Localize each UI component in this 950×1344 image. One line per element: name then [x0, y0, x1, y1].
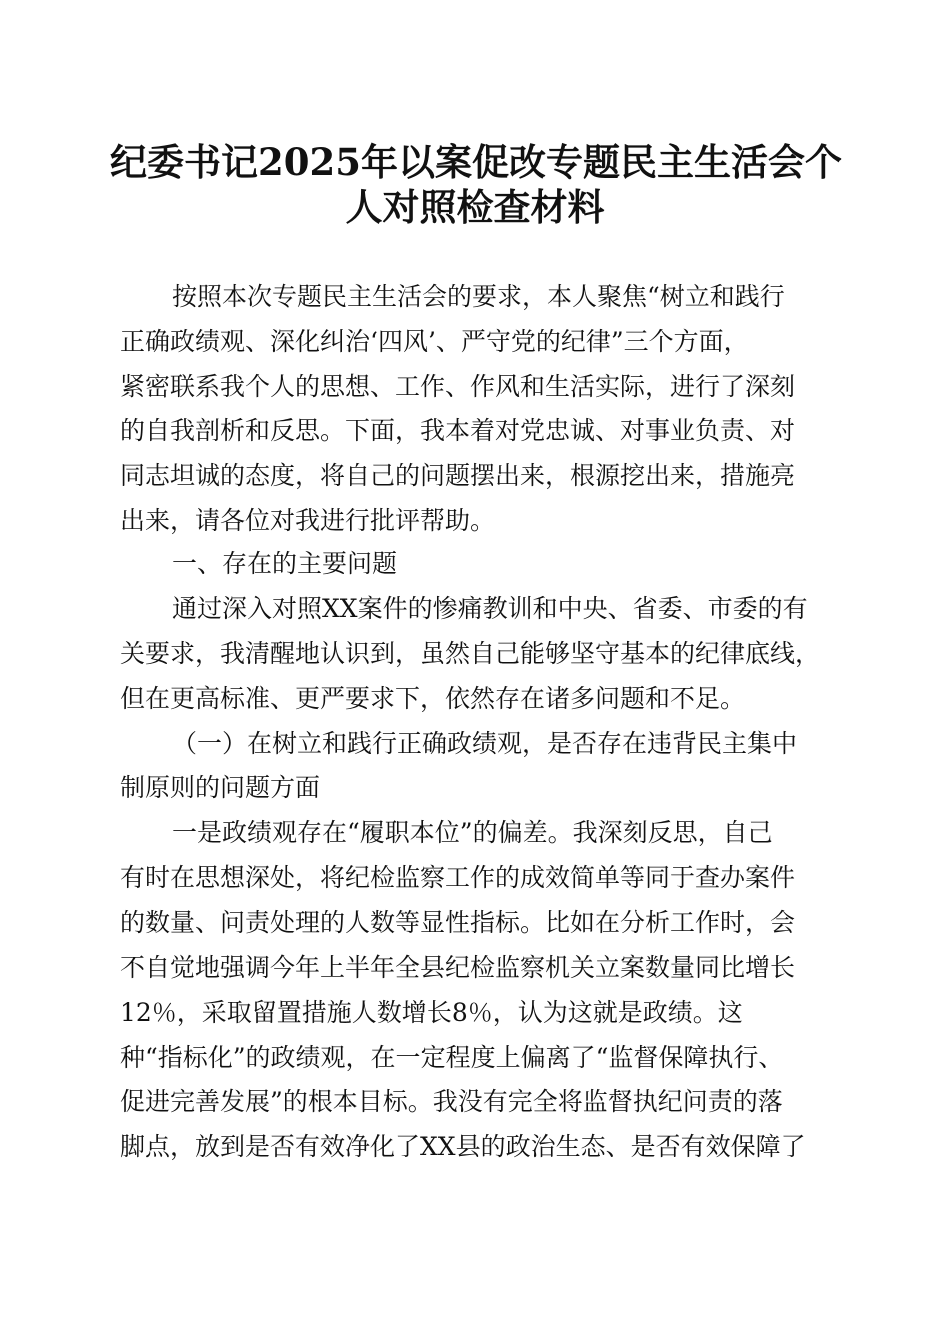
intro-line: 出来，请各位对我进行批评帮助。 — [120, 506, 496, 535]
point1-line: 12％，采取留置措施人数增长8％，认为这就是政绩。这 — [120, 998, 743, 1027]
intro-line: 紧密联系我个人的思想、工作、作风和生活实际，进行了深刻 — [120, 372, 796, 401]
subsection-heading-line: （一）在树立和践行正确政绩观，是否存在违背民主集中 — [172, 729, 798, 758]
intro-line: 的自我剖析和反思。下面，我本着对党忠诚、对事业负责、对 — [120, 416, 796, 445]
intro-line: 按照本次专题民主生活会的要求，本人聚焦“树立和践行 — [172, 282, 785, 311]
intro-line: 同志坦诚的态度，将自己的问题摆出来，根源挖出来，措施亮 — [120, 461, 796, 490]
point1-line: 脚点，放到是否有效净化了XX县的政治生态、是否有效保障了 — [120, 1132, 806, 1161]
point1-line: 促进完善发展”的根本目标。我没有完全将监督执纪问责的落 — [120, 1087, 783, 1116]
point1-line: 一是政绩观存在“履职本位”的偏差。我深刻反思，自己 — [172, 818, 773, 847]
point1-line: 有时在思想深处，将纪检监察工作的成效简单等同于查办案件 — [120, 863, 796, 892]
point1-line: 的数量、问责处理的人数等显性指标。比如在分析工作时，会 — [120, 908, 796, 937]
subsection-heading-line: 制原则的问题方面 — [120, 773, 321, 802]
intro-line: 正确政绩观、深化纠治‘四风’、严守党的纪律”三个方面， — [120, 327, 749, 356]
section1-line: 关要求，我清醒地认识到，虽然自己能够坚守基本的纪律底线， — [120, 639, 821, 668]
point1-line: 种“指标化”的政绩观，在一定程度上偏离了“监督保障执行、 — [120, 1043, 784, 1072]
point1-line: 不自觉地强调今年上半年全县纪检监察机关立案数量同比增长 — [120, 953, 796, 982]
section1-line: 但在更高标准、更严要求下，依然存在诸多问题和不足。 — [120, 684, 746, 713]
document-title-line-1: 纪委书记2025年以案促改专题民主生活会个 — [110, 140, 842, 184]
section-heading: 一、存在的主要问题 — [172, 549, 398, 578]
document-title-line-2: 人对照检查材料 — [345, 185, 605, 229]
section1-line: 通过深入对照XX案件的惨痛教训和中央、省委、市委的有 — [172, 594, 808, 623]
